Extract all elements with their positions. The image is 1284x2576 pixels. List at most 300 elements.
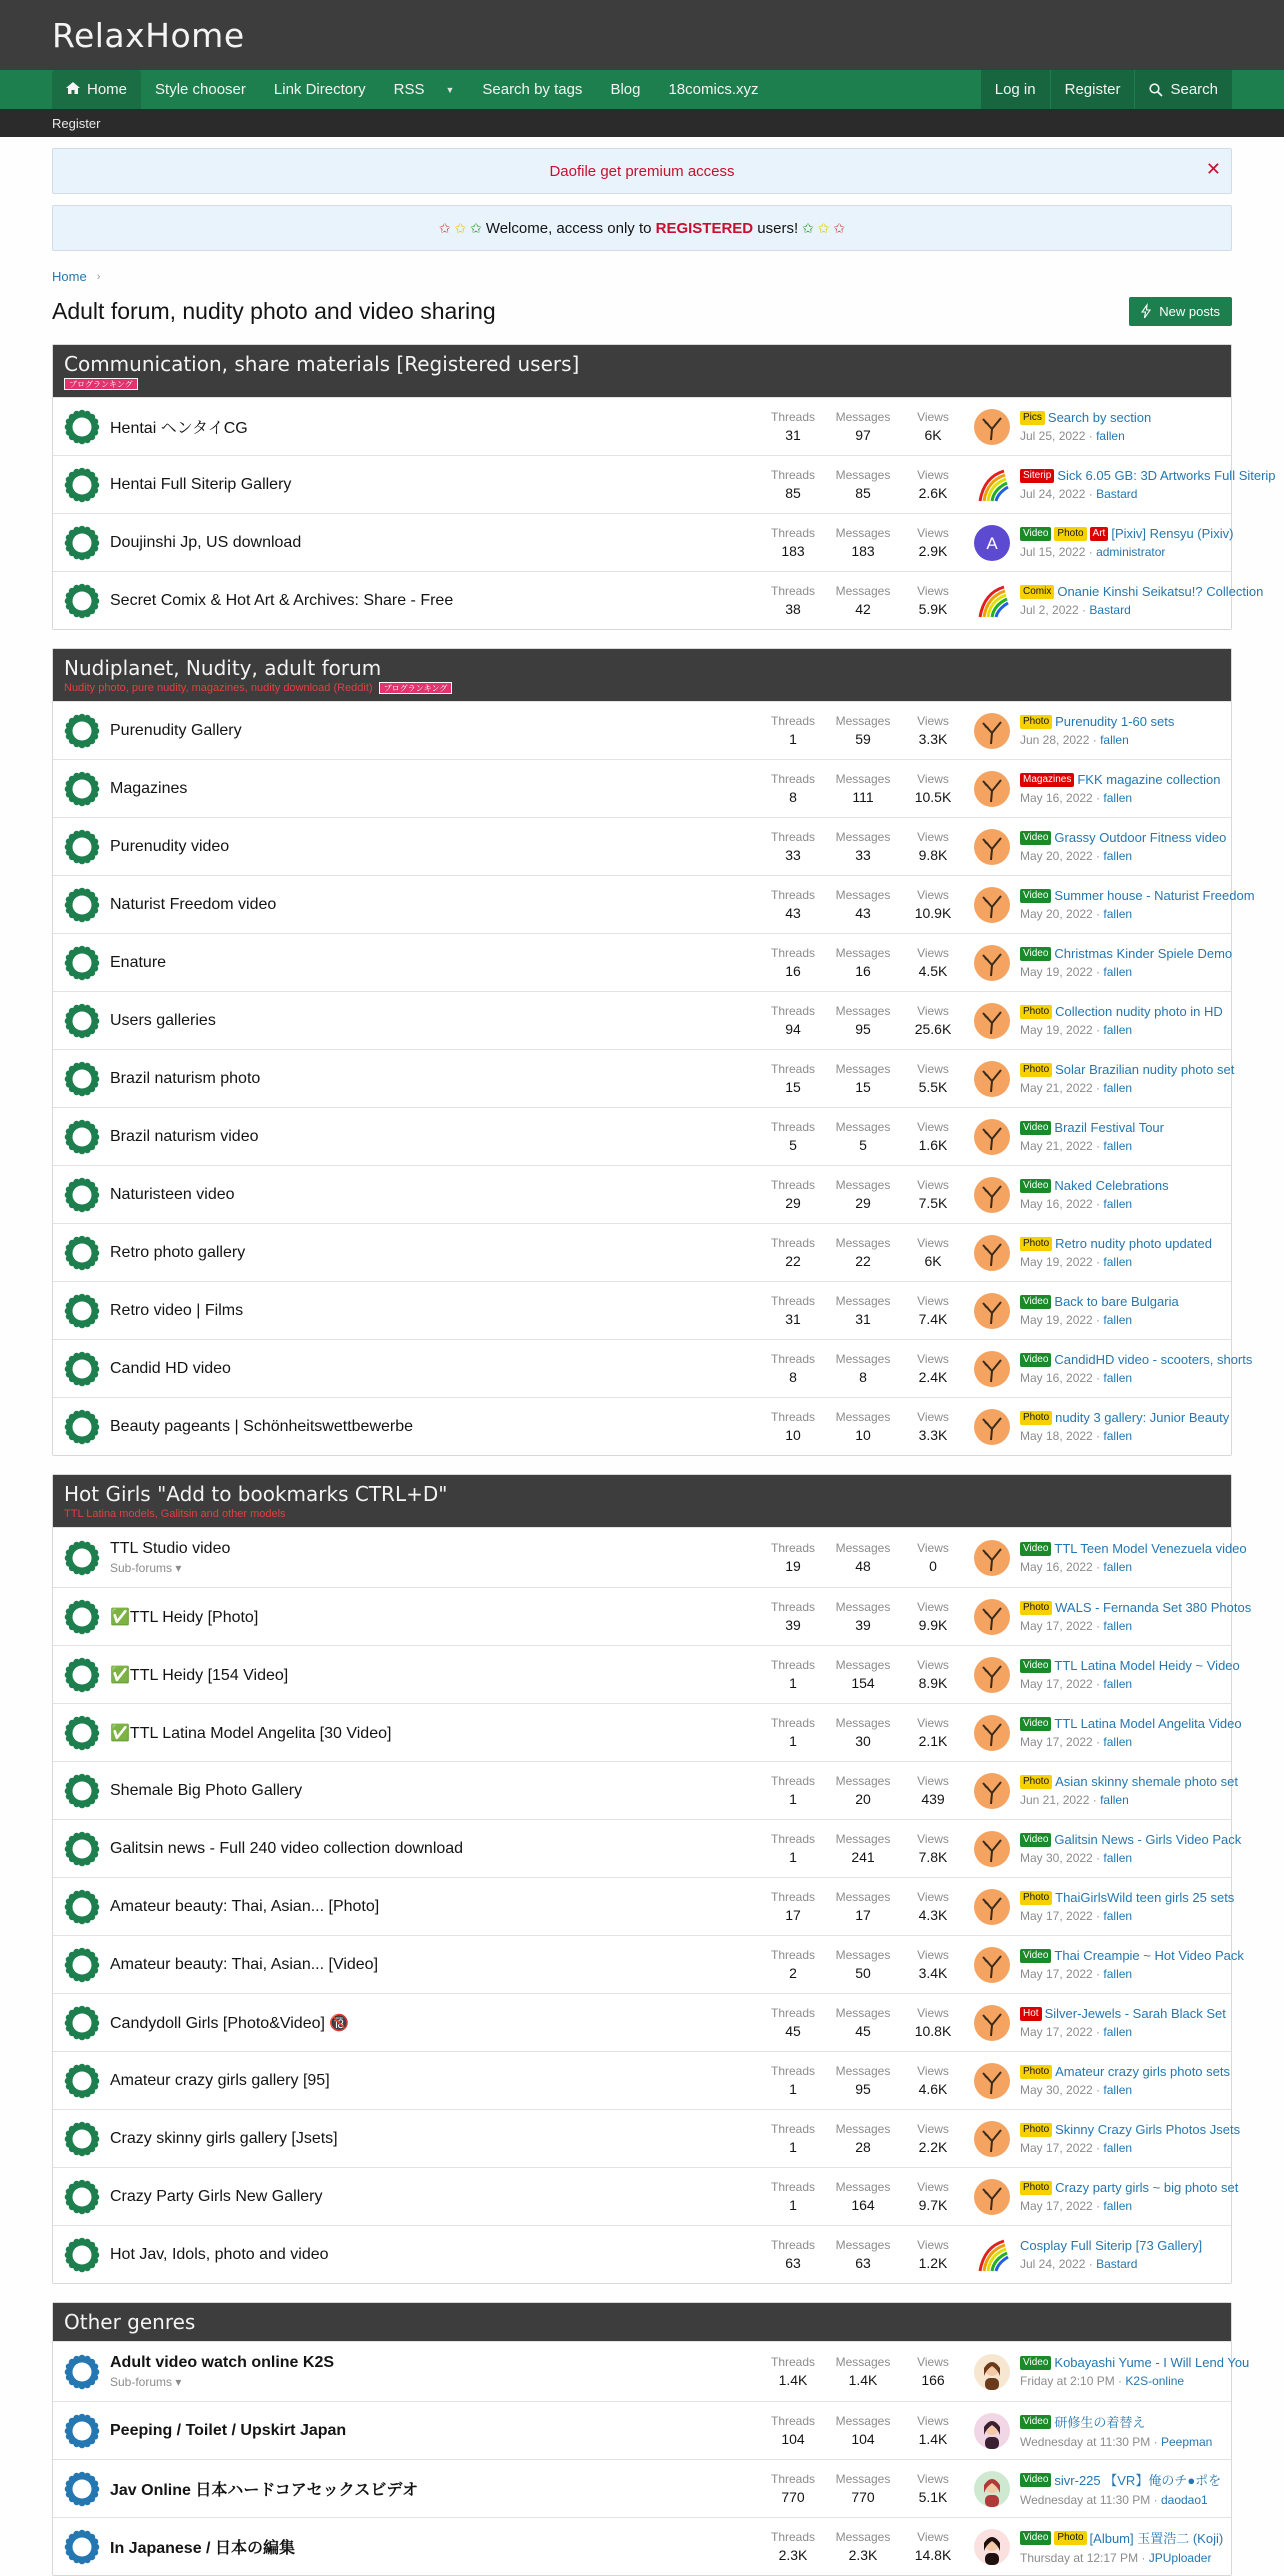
last-post-date[interactable]: Jul 15, 2022 xyxy=(1020,545,1086,559)
nav-blog[interactable] xyxy=(596,70,654,109)
category-title[interactable]: Hot Girls "Add to bookmarks CTRL+D" xyxy=(64,1482,448,1506)
category-description-text: Nudity photo, pure nudity, magazines, nudity download (Reddit) xyxy=(64,682,373,694)
last-post-title[interactable]: Back to bare Bulgaria xyxy=(1054,1294,1179,1309)
forum-title[interactable]: Hentai ヘンタイCG xyxy=(110,420,248,437)
last-post-user[interactable]: JPUploader xyxy=(1148,2551,1212,2565)
forum-title[interactable]: Secret Comix & Hot Art & Archives: Share - Free xyxy=(110,591,454,609)
avatar[interactable] xyxy=(974,2471,1010,2507)
avatar[interactable] xyxy=(974,1235,1010,1271)
stat-value: 39 xyxy=(855,1617,871,1633)
last-post-date[interactable]: Jun 28, 2022 xyxy=(1020,733,1090,747)
last-post-date[interactable]: May 17, 2022 xyxy=(1020,1909,1093,1923)
last-post-date[interactable]: May 16, 2022 xyxy=(1020,1371,1093,1385)
last-post-title[interactable]: WALS - Fernanda Set 380 Photos xyxy=(1055,1600,1252,1615)
meta-separator: · xyxy=(1089,1793,1101,1807)
last-post-info xyxy=(1020,2412,1231,2449)
last-post-user[interactable]: fallen xyxy=(1103,2141,1133,2155)
forum-stat-messages xyxy=(828,2238,898,2271)
forum-title[interactable]: Amateur crazy girls gallery [95] xyxy=(110,2071,330,2089)
last-post-date[interactable]: Jul 25, 2022 xyxy=(1020,429,1086,443)
stat-label: Views xyxy=(917,714,949,728)
last-post-title[interactable]: Asian skinny shemale photo set xyxy=(1055,1774,1238,1789)
last-post-info xyxy=(1020,1352,1253,1385)
category-description-text: TTL Latina models, Galitsin and other models xyxy=(64,1508,286,1520)
last-post-user[interactable]: fallen xyxy=(1103,1081,1133,1095)
last-post-date[interactable]: May 30, 2022 xyxy=(1020,1851,1093,1865)
last-post-user[interactable]: fallen xyxy=(1103,1851,1133,1865)
last-post-title-line xyxy=(1020,2470,1231,2489)
last-post-title[interactable]: Naked Celebrations xyxy=(1054,1178,1169,1193)
forum-stat-views xyxy=(898,1716,968,1749)
last-post-user[interactable]: Bastard xyxy=(1089,603,1131,617)
last-post-title[interactable]: nudity 3 gallery: Junior Beauty xyxy=(1055,1410,1230,1425)
last-post-title[interactable]: [Pixiv] Rensyu (Pixiv) xyxy=(1111,526,1234,541)
avatar[interactable] xyxy=(974,2354,1010,2390)
last-post xyxy=(968,2121,1241,2157)
meta-separator: · xyxy=(1092,1081,1104,1095)
last-post-date[interactable]: Jul 24, 2022 xyxy=(1020,2257,1086,2271)
last-post xyxy=(968,583,1264,619)
last-post-date[interactable]: Jul 2, 2022 xyxy=(1020,603,1079,617)
stat-label: Messages xyxy=(835,1890,891,1904)
avatar[interactable] xyxy=(974,829,1010,865)
avatar[interactable] xyxy=(974,2005,1010,2041)
last-post-date[interactable]: Thursday at 12:17 PM xyxy=(1020,2551,1139,2565)
forum-title[interactable]: ✅TTL Latina Model Angelita [30 Video] xyxy=(110,1724,392,1742)
last-post-user[interactable]: fallen xyxy=(1103,907,1133,921)
prefix-tag: Video xyxy=(1020,1353,1051,1367)
avatar[interactable] xyxy=(974,2237,1010,2273)
last-post-user[interactable]: fallen xyxy=(1103,791,1133,805)
last-post-title[interactable]: Thai Creampie ~ Hot Video Pack xyxy=(1054,1948,1244,1963)
last-post-info xyxy=(1020,772,1231,805)
stat-value: 8 xyxy=(789,789,797,805)
nav-link-directory[interactable] xyxy=(260,70,380,109)
avatar[interactable] xyxy=(974,1657,1010,1693)
last-post-user[interactable]: fallen xyxy=(1103,1967,1133,1981)
avatar[interactable] xyxy=(974,2413,1010,2449)
last-post-title[interactable]: 研修生の着替え xyxy=(1054,2415,1146,2430)
subforums-toggle[interactable] xyxy=(110,1561,758,1575)
stat-label: Threads xyxy=(770,2180,816,2194)
last-post-title[interactable]: Skinny Crazy Girls Photos Jsets xyxy=(1055,2122,1241,2137)
forum-title[interactable]: Hot Jav, Idols, photo and video xyxy=(110,2245,329,2263)
last-post-user[interactable]: fallen xyxy=(1103,1909,1133,1923)
forum-title[interactable]: Naturisteen video xyxy=(110,1185,235,1203)
last-post-date[interactable]: Wednesday at 11:30 PM xyxy=(1020,2435,1151,2449)
stat-value: 2.3K xyxy=(778,2547,808,2563)
forum-title[interactable]: Enature xyxy=(110,953,167,971)
last-post xyxy=(968,2005,1231,2041)
last-post-title[interactable]: Collection nudity photo in HD xyxy=(1055,1004,1223,1019)
forum-title[interactable]: Candid HD video xyxy=(110,1359,231,1377)
last-post-date[interactable]: May 19, 2022 xyxy=(1020,1023,1093,1037)
chevron-down-icon[interactable]: ▼ xyxy=(445,84,455,95)
nav-home[interactable] xyxy=(52,70,141,109)
stat-label: Messages xyxy=(835,1832,891,1846)
forum-stat-threads xyxy=(758,1600,828,1633)
subnav-register-link[interactable]: Register xyxy=(52,115,101,131)
avatar[interactable] xyxy=(974,409,1010,445)
prefix-tag: Photo xyxy=(1054,2531,1086,2545)
last-post-title[interactable]: Amateur crazy girls photo sets xyxy=(1055,2064,1230,2079)
forum-title[interactable]: TTL Studio video xyxy=(110,1540,231,1557)
avatar[interactable] xyxy=(974,945,1010,981)
last-post-title[interactable]: TTL Latina Model Angelita Video xyxy=(1054,1716,1242,1731)
last-post-title[interactable]: Summer house - Naturist Freedom xyxy=(1054,888,1255,903)
last-post-title[interactable]: Onanie Kinshi Seikatsu!? Collection xyxy=(1057,584,1264,599)
last-post-user[interactable]: fallen xyxy=(1103,2083,1133,2097)
avatar[interactable] xyxy=(974,1003,1010,1039)
last-post-user[interactable]: fallen xyxy=(1100,1793,1129,1807)
stat-value: 85 xyxy=(855,485,871,501)
last-post-title[interactable]: sivr-225 【VR】俺のチ●ポを xyxy=(1054,2473,1222,2488)
avatar[interactable] xyxy=(974,771,1010,807)
stat-value: 39 xyxy=(785,1617,801,1633)
avatar[interactable] xyxy=(974,1177,1010,1213)
last-post-user[interactable]: fallen xyxy=(1100,733,1129,747)
last-post-user[interactable]: fallen xyxy=(1103,1139,1133,1153)
last-post-title-line xyxy=(1020,526,1234,541)
forum-title[interactable]: ✅TTL Heidy [154 Video] xyxy=(110,1666,289,1684)
stat-value: 2 xyxy=(789,1965,797,1981)
welcome-text: Welcome, access only to xyxy=(485,219,656,237)
forum-title[interactable]: Naturist Freedom video xyxy=(110,895,277,913)
last-post-user[interactable]: fallen xyxy=(1103,2199,1133,2213)
forum-stat-messages xyxy=(828,1658,898,1691)
forum-stat-messages xyxy=(828,468,898,501)
last-post-title[interactable]: TTL Latina Model Heidy ~ Video xyxy=(1054,1658,1240,1673)
prefix-tag: Video xyxy=(1020,831,1051,845)
last-post-title[interactable]: Galitsin News - Girls Video Pack xyxy=(1054,1832,1242,1847)
forum-title[interactable]: Retro video | Films xyxy=(110,1301,244,1319)
stat-label: Messages xyxy=(835,2355,891,2369)
last-post-date[interactable]: May 30, 2022 xyxy=(1020,2083,1093,2097)
breadcrumb-home[interactable]: Home xyxy=(52,269,87,284)
stat-label: Messages xyxy=(835,468,891,482)
last-post-title[interactable]: Sick 6.05 GB: 3D Artworks Full Siterip xyxy=(1057,468,1276,483)
avatar[interactable] xyxy=(974,1599,1010,1635)
forum-title[interactable]: Amateur beauty: Thai, Asian... [Photo] xyxy=(110,1897,380,1915)
nav-search-by-tags[interactable] xyxy=(468,70,596,109)
last-post-meta xyxy=(1020,2551,1231,2565)
avatar[interactable] xyxy=(974,2529,1010,2565)
stat-label: Messages xyxy=(835,2414,891,2428)
last-post-title[interactable]: FKK magazine collection xyxy=(1077,772,1221,787)
forum-stat-views xyxy=(898,2355,968,2388)
stat-label: Threads xyxy=(770,2238,816,2252)
prefix-tag: Video xyxy=(1020,947,1051,961)
last-post-user[interactable]: Bastard xyxy=(1096,487,1138,501)
meta-separator: · xyxy=(1089,733,1101,747)
prefix-tag: Video xyxy=(1020,1833,1051,1847)
forum-stat-views xyxy=(898,946,968,979)
stat-value: 154 xyxy=(851,1675,875,1691)
last-post-title[interactable]: [Album] 玉置浩二 (Koji) xyxy=(1089,2531,1224,2546)
new-posts-button[interactable] xyxy=(1129,297,1232,326)
last-post-title[interactable]: Crazy party girls ~ big photo set xyxy=(1055,2180,1239,2195)
forum-title[interactable]: Magazines xyxy=(110,779,188,797)
last-post-title[interactable]: Grassy Outdoor Fitness video xyxy=(1054,830,1227,845)
last-post-info xyxy=(1020,1541,1247,1574)
last-post-user[interactable]: fallen xyxy=(1103,849,1133,863)
last-post-date[interactable]: Wednesday at 11:30 PM xyxy=(1020,2493,1151,2507)
register-link[interactable]: Register xyxy=(1050,70,1135,109)
last-post-user[interactable]: fallen xyxy=(1103,1023,1133,1037)
last-post-title-line xyxy=(1020,1120,1231,1135)
prefix-tag: Comix xyxy=(1020,585,1054,599)
last-post-user[interactable]: administrator xyxy=(1096,545,1166,559)
last-post-date[interactable]: May 17, 2022 xyxy=(1020,1619,1093,1633)
forum-ring-icon xyxy=(64,1947,100,1983)
forum-row xyxy=(53,1281,1231,1339)
stat-label: Messages xyxy=(835,772,891,786)
last-post-info xyxy=(1020,2470,1231,2507)
forum-category xyxy=(52,648,1255,1456)
last-post-title[interactable]: Christmas Kinder Spiele Demo xyxy=(1054,946,1233,961)
last-post xyxy=(968,1599,1252,1635)
avatar[interactable] xyxy=(974,1293,1010,1329)
last-post-title[interactable]: Kobayashi Yume - I Will Lend You xyxy=(1054,2355,1250,2370)
forum-stat-views xyxy=(898,410,968,443)
site-logo[interactable]: RelaxHome xyxy=(52,15,245,55)
forum-title[interactable]: Brazil naturism photo xyxy=(110,1069,261,1087)
forum-title[interactable]: Brazil naturism video xyxy=(110,1127,259,1145)
avatar[interactable] xyxy=(974,2063,1010,2099)
last-post-title-line xyxy=(1020,2355,1250,2370)
last-post-date[interactable]: Friday at 2:10 PM xyxy=(1020,2374,1115,2388)
forum-title[interactable]: Purenudity Gallery xyxy=(110,721,242,739)
avatar[interactable] xyxy=(974,467,1010,503)
last-post-info xyxy=(1020,1774,1238,1807)
last-post-user[interactable]: K2S-online xyxy=(1125,2374,1185,2388)
last-post-info xyxy=(1020,526,1234,559)
last-post-title[interactable]: Search by section xyxy=(1047,410,1152,425)
avatar[interactable] xyxy=(974,2179,1010,2215)
ranking-badge[interactable]: ブログランキング xyxy=(379,682,453,694)
forum-title[interactable]: Jav Online 日本ハードコアセックスビデオ xyxy=(110,2482,419,2499)
stat-value: 43 xyxy=(855,905,871,921)
search-button[interactable] xyxy=(1134,70,1232,109)
last-post-date[interactable]: May 20, 2022 xyxy=(1020,907,1093,921)
stat-value: 5 xyxy=(789,1137,797,1153)
forum-stat-messages xyxy=(828,946,898,979)
avatar[interactable] xyxy=(974,1061,1010,1097)
avatar[interactable] xyxy=(974,525,1010,561)
forum-main xyxy=(110,2188,758,2206)
forum-title[interactable]: Retro photo gallery xyxy=(110,1243,246,1261)
stat-value: 43 xyxy=(785,905,801,921)
last-post-user[interactable]: fallen xyxy=(1103,965,1133,979)
forum-title[interactable]: Adult video watch online K2S xyxy=(110,2354,335,2371)
meta-separator: · xyxy=(1085,2257,1097,2271)
last-post-date[interactable]: May 16, 2022 xyxy=(1020,1560,1093,1574)
stat-value: 33 xyxy=(785,847,801,863)
forum-stat-views xyxy=(898,1178,968,1211)
forum-title[interactable]: Hentai Full Siterip Gallery xyxy=(110,475,292,493)
forum-title[interactable]: In Japanese / 日本の編集 xyxy=(110,2540,295,2557)
last-post-title-line xyxy=(1020,1004,1231,1019)
stat-value: 770 xyxy=(781,2489,805,2505)
stat-label: Views xyxy=(917,2006,949,2020)
last-post-user[interactable]: fallen xyxy=(1103,1255,1133,1269)
forum-title[interactable]: Peeping / Toilet / Upskirt Japan xyxy=(110,2421,347,2439)
avatar[interactable] xyxy=(974,1540,1010,1576)
last-post-user[interactable]: fallen xyxy=(1103,1735,1133,1749)
nav-style-chooser[interactable] xyxy=(141,70,260,109)
ranking-badge[interactable]: ブログランキング xyxy=(64,378,138,390)
avatar[interactable] xyxy=(974,1831,1010,1867)
avatar[interactable] xyxy=(974,1889,1010,1925)
avatar[interactable] xyxy=(974,1773,1010,1809)
last-post-user[interactable]: Bastard xyxy=(1096,2257,1138,2271)
subforums-toggle[interactable] xyxy=(110,2375,758,2389)
stat-value: 1 xyxy=(789,2197,797,2213)
last-post-date[interactable]: May 17, 2022 xyxy=(1020,1677,1093,1691)
last-post-date[interactable]: May 21, 2022 xyxy=(1020,1081,1093,1095)
last-post-date[interactable]: May 19, 2022 xyxy=(1020,965,1093,979)
forum-main xyxy=(110,2013,758,2033)
last-post-title[interactable]: Solar Brazilian nudity photo set xyxy=(1055,1062,1235,1077)
last-post-user[interactable]: fallen xyxy=(1103,2025,1133,2039)
last-post-user[interactable]: fallen xyxy=(1103,1619,1133,1633)
forum-main xyxy=(110,1840,758,1858)
last-post-date[interactable]: May 16, 2022 xyxy=(1020,1197,1093,1211)
last-post-user[interactable]: fallen xyxy=(1096,429,1125,443)
last-post xyxy=(968,1061,1235,1097)
avatar[interactable] xyxy=(974,1351,1010,1387)
prefix-tag: Photo xyxy=(1020,1411,1052,1425)
last-post xyxy=(968,829,1231,865)
last-post-meta xyxy=(1020,1197,1231,1211)
category-title[interactable]: Other genres xyxy=(64,2310,196,2334)
avatar[interactable] xyxy=(974,887,1010,923)
avatar[interactable] xyxy=(974,1715,1010,1751)
last-post-user[interactable]: fallen xyxy=(1103,1313,1133,1327)
forum-stat-threads xyxy=(758,1294,828,1327)
premium-notice-link[interactable]: Daofile get premium access xyxy=(549,162,735,180)
stat-label: Views xyxy=(917,1890,949,1904)
last-post-date[interactable]: May 17, 2022 xyxy=(1020,2141,1093,2155)
login-link[interactable]: Log in xyxy=(980,70,1050,109)
forum-title[interactable]: Beauty pageants | Schönheitswettbewerbe xyxy=(110,1417,414,1435)
stat-value: 50 xyxy=(855,1965,871,1981)
last-post-date[interactable]: May 16, 2022 xyxy=(1020,791,1093,805)
last-post-title[interactable]: Cosplay Full Siterip [73 Gallery] xyxy=(1020,2238,1203,2253)
last-post xyxy=(968,1119,1231,1155)
forum-stat-messages xyxy=(828,2064,898,2097)
last-post-user[interactable]: daodao1 xyxy=(1160,2493,1208,2507)
last-post-title[interactable]: ThaiGirlsWild teen girls 25 sets xyxy=(1055,1890,1235,1905)
last-post xyxy=(968,887,1255,923)
last-post-user[interactable]: fallen xyxy=(1103,1429,1133,1443)
stat-label: Messages xyxy=(835,1541,891,1555)
last-post-date[interactable]: May 17, 2022 xyxy=(1020,1735,1093,1749)
nav-18comics[interactable] xyxy=(654,70,772,109)
last-post-date[interactable]: May 17, 2022 xyxy=(1020,1967,1093,1981)
nav-rss[interactable] xyxy=(380,70,469,109)
forum-stat-views xyxy=(898,2530,968,2563)
category-description xyxy=(64,1508,1220,1520)
last-post-user[interactable]: fallen xyxy=(1103,1677,1133,1691)
meta-separator: · xyxy=(1092,1560,1104,1574)
avatar[interactable] xyxy=(974,1409,1010,1445)
forum-title[interactable]: Crazy Party Girls New Gallery xyxy=(110,2187,323,2205)
last-post-user[interactable]: fallen xyxy=(1103,1560,1133,1574)
forum-title[interactable]: Shemale Big Photo Gallery xyxy=(110,1781,303,1799)
forum-title[interactable]: ✅TTL Heidy [Photo] xyxy=(110,1608,259,1626)
forum-title[interactable]: Crazy skinny girls gallery [Jsets] xyxy=(110,2129,338,2147)
last-post-date[interactable]: May 17, 2022 xyxy=(1020,2199,1093,2213)
last-post-date[interactable]: May 19, 2022 xyxy=(1020,1313,1093,1327)
forum-stat-messages xyxy=(828,830,898,863)
forum-stat-views xyxy=(898,2238,968,2271)
last-post-title[interactable]: Silver-Jewels - Sarah Black Set xyxy=(1044,2006,1226,2021)
last-post-user[interactable]: Peepman xyxy=(1160,2435,1213,2449)
last-post-date[interactable]: Jul 24, 2022 xyxy=(1020,487,1086,501)
last-post-title[interactable]: TTL Teen Model Venezuela video xyxy=(1054,1541,1247,1556)
forum-stat-messages xyxy=(828,1890,898,1923)
last-post-date[interactable]: May 20, 2022 xyxy=(1020,849,1093,863)
stat-value: 8 xyxy=(789,1369,797,1385)
last-post-title[interactable]: Purenudity 1-60 sets xyxy=(1055,714,1175,729)
avatar[interactable] xyxy=(974,1119,1010,1155)
forum-title[interactable]: Amateur beauty: Thai, Asian... [Video] xyxy=(110,1955,379,1973)
last-post-user[interactable]: fallen xyxy=(1103,1371,1133,1385)
last-post-info xyxy=(1020,946,1231,979)
forum-title[interactable]: Purenudity video xyxy=(110,837,230,855)
category-title[interactable]: Nudiplanet, Nudity, adult forum xyxy=(64,656,382,680)
last-post-date[interactable]: Jun 21, 2022 xyxy=(1020,1793,1090,1807)
stat-label: Messages xyxy=(835,1774,891,1788)
last-post-date[interactable]: May 18, 2022 xyxy=(1020,1429,1093,1443)
lightning-icon xyxy=(1141,305,1151,318)
stat-label: Threads xyxy=(770,468,816,482)
last-post-date[interactable]: May 21, 2022 xyxy=(1020,1139,1093,1153)
last-post-info xyxy=(1020,1658,1240,1691)
forum-title[interactable]: Users galleries xyxy=(110,1011,216,1029)
stat-value: 33 xyxy=(855,847,871,863)
last-post-date[interactable]: May 19, 2022 xyxy=(1020,1255,1093,1269)
forum-title[interactable]: Doujinshi Jp, US download xyxy=(110,533,302,551)
prefix-tag: Video xyxy=(1020,2473,1051,2487)
forum-stat-messages xyxy=(828,1832,898,1865)
forum-stat-views xyxy=(898,1236,968,1269)
last-post-date[interactable]: May 17, 2022 xyxy=(1020,2025,1093,2039)
last-post-title[interactable]: Brazil Festival Tour xyxy=(1054,1120,1164,1135)
forum-main xyxy=(110,534,758,552)
last-post-user[interactable]: fallen xyxy=(1103,1197,1133,1211)
close-icon[interactable]: ✕ xyxy=(1205,159,1221,179)
avatar[interactable] xyxy=(974,1947,1010,1983)
meta-separator: · xyxy=(1092,2025,1104,2039)
last-post-info xyxy=(1020,2180,1239,2213)
last-post-title[interactable]: CandidHD video - scooters, shorts xyxy=(1054,1352,1253,1367)
stat-value: 14.8K xyxy=(914,2547,952,2563)
category-title[interactable]: Communication, share materials [Registered users] xyxy=(64,352,580,376)
forum-title[interactable]: Candydoll Girls [Photo&Video] 🔞 xyxy=(110,2014,350,2032)
stat-label: Threads xyxy=(770,1410,816,1424)
last-post-title[interactable]: Retro nudity photo updated xyxy=(1055,1236,1212,1251)
forum-title[interactable]: Galitsin news - Full 240 video collection download xyxy=(110,1839,464,1857)
last-post-meta xyxy=(1020,1619,1231,1633)
avatar[interactable] xyxy=(974,583,1010,619)
forum-ring-icon xyxy=(64,2179,100,2215)
stat-value: 4.3K xyxy=(918,1907,948,1923)
forum-stat-threads xyxy=(758,410,828,443)
avatar[interactable] xyxy=(974,2121,1010,2157)
avatar[interactable] xyxy=(974,713,1010,749)
